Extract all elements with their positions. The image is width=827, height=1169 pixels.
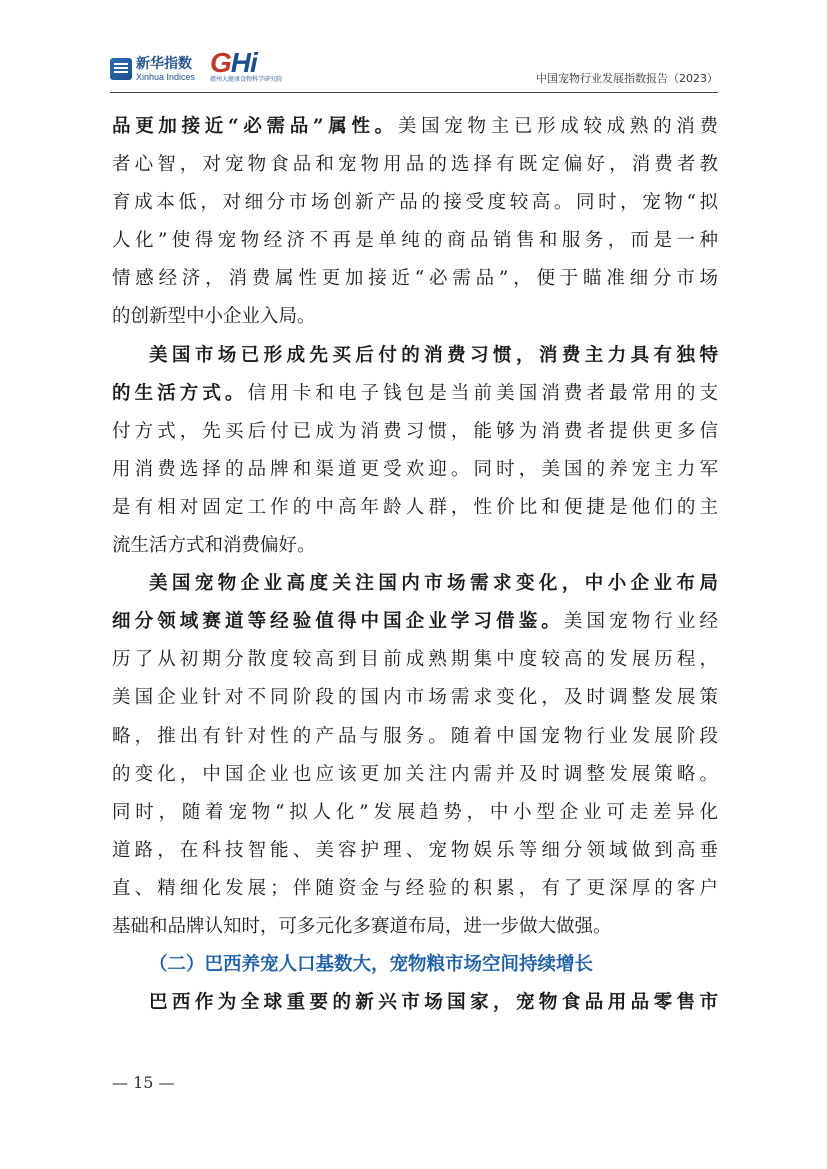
ghi-logo-g: G (210, 47, 231, 78)
regular-text: 历了从初期分散度较高到目前成熟期集中度较高的发展历程， (112, 649, 718, 671)
regular-text: 用消费选择的品牌和渠道更受欢迎。同时，美国的养宠主力军 (112, 458, 718, 480)
regular-text: 付方式，先买后付已成为消费习惯，能够为消费者提供更多信 (112, 420, 718, 442)
body-text (112, 108, 718, 1022)
text-line (112, 565, 718, 603)
regular-text: 美国企业针对不同阶段的国内市场需求变化，及时调整发展策 (112, 687, 718, 709)
bold-text: 的生活方式。 (112, 382, 248, 404)
section-subheading: （二）巴西养宠人口基数大，宠物粮市场空间持续增长 (149, 954, 594, 976)
regular-text: 同时，随着宠物“拟人化”发展趋势，中小型企业可走差异化 (112, 801, 718, 823)
text-line (112, 108, 718, 146)
regular-text: 人化”使得宠物经济不再是单纯的商品销售和服务，而是一种 (112, 230, 718, 252)
bold-text: 巴西作为全球重要的新兴市场国家，宠物食品用品零售市 (149, 992, 718, 1014)
ghi-logo-hi: Hi (230, 47, 257, 78)
text-line (112, 527, 718, 565)
bold-text: 细分领域赛道等经验值得中国企业学习借鉴。 (112, 611, 564, 633)
regular-text: 者心智，对宠物食品和宠物用品的选择有既定偏好，消费者教 (112, 154, 718, 176)
text-line (112, 489, 718, 527)
regular-text: 的变化，中国企业也应该更加关注内需并及时调整发展策略。 (112, 763, 718, 785)
paragraph-2 (112, 337, 718, 566)
text-line (112, 984, 718, 1022)
xinhua-logo-icon (110, 58, 132, 80)
text-line (112, 413, 718, 451)
regular-text: 情感经济，消费属性更加接近“必需品”，便于瞄准细分市场 (112, 268, 718, 290)
page-header (110, 48, 718, 92)
header-divider (110, 92, 718, 93)
regular-text: 是有相对固定工作的中高年龄人群，性价比和便捷是他们的主 (112, 496, 718, 518)
xinhua-logo-cn: 新华指数 (136, 55, 192, 72)
regular-text: 直、精细化发展；伴随资金与经验的积累，有了更深厚的客户 (112, 877, 718, 899)
ghi-logo (210, 47, 283, 86)
regular-text: 道路，在科技智能、美容护理、宠物娱乐等细分领域做到高垂 (112, 839, 718, 861)
page-number: — 15 — (112, 1073, 175, 1092)
text-line (112, 718, 718, 756)
text-line (112, 870, 718, 908)
paragraph-3 (112, 565, 718, 946)
regular-text: 略，推出有针对性的产品与服务。随着中国宠物行业发展阶段 (112, 725, 718, 747)
report-title: 中国宠物行业发展指数报告（2023） (536, 72, 718, 85)
text-line (112, 184, 718, 222)
xinhua-indices-logo (110, 52, 195, 86)
text-line (112, 260, 718, 298)
text-line (112, 298, 718, 336)
regular-text: 育成本低，对细分市场创新产品的接受度较高。同时，宠物“拟 (112, 192, 718, 214)
text-line (112, 794, 718, 832)
bold-text: 美国宠物企业高度关注国内市场需求变化，中小企业布局 (149, 573, 718, 595)
paragraph-1 (112, 108, 718, 337)
regular-text: 流生活方式和消费偏好。 (112, 535, 316, 557)
text-line (112, 146, 718, 184)
paragraph-4 (112, 984, 718, 1022)
xinhua-logo-en: Xinhua Indices (136, 71, 196, 82)
text-line (112, 756, 718, 794)
text-line (112, 832, 718, 870)
text-line (112, 641, 718, 679)
text-line (112, 451, 718, 489)
text-line (112, 375, 718, 413)
text-line (112, 222, 718, 260)
bold-text: 品更加接近“必需品”属性。 (112, 116, 398, 137)
ghi-logo-subtitle: 赣州大健康食物科学研究院 (210, 76, 283, 83)
text-line (112, 603, 718, 641)
text-line (112, 679, 718, 717)
regular-text: 的创新型中小企业入局。 (112, 306, 316, 328)
text-line (112, 908, 718, 946)
bold-text: 美国市场已形成先买后付的消费习惯，消费主力具有独特 (149, 344, 718, 366)
text-line (112, 337, 718, 375)
regular-text: 美国宠物主已形成较成熟的消费 (397, 116, 718, 137)
regular-text: 美国宠物行业经 (563, 611, 718, 633)
regular-text: 信用卡和电子钱包是当前美国消费者最常用的支 (247, 382, 718, 404)
regular-text: 基础和品牌认知时，可多元化多赛道布局，进一步做大做强。 (112, 915, 612, 937)
